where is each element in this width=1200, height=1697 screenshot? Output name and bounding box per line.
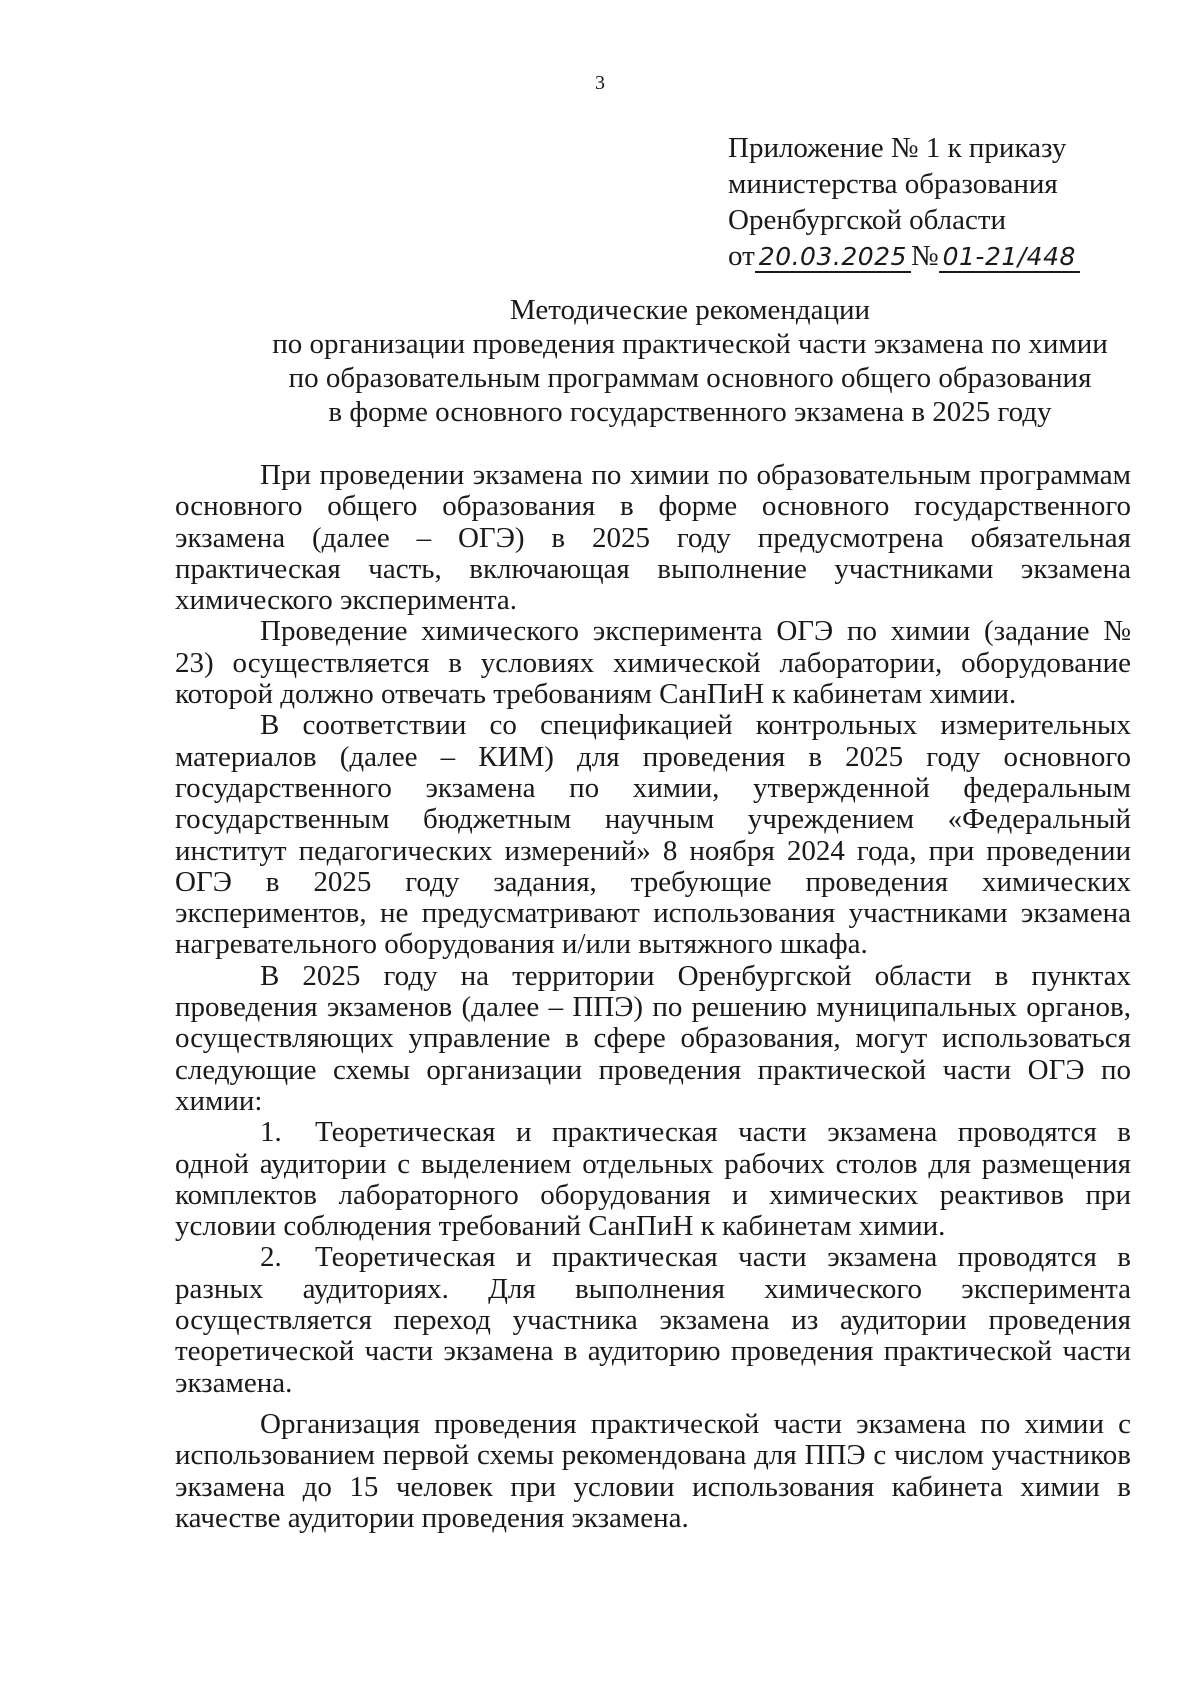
list-item-number: 2. (260, 1241, 282, 1274)
list-item-text: Теоретическая и практическая части экзамена проводятся в одной аудитории с выделением отдельных рабочих столов для размещения комплектов лабораторного оборудования и химических реактивов при условии соблюдения требований СанПиН к кабинетам химии. (175, 1116, 1131, 1243)
appendix-date-number-line (728, 238, 1080, 275)
paragraph-final: Организация проведения практической части экзамена по химии с использованием первой схемы рекомендована для ППЭ с числом участников экзамена до 15 человек при условии использования кабинета химии в качестве аудитории проведения экзамена. (175, 1407, 1131, 1534)
document-body (175, 460, 1131, 1534)
paragraph-2: Проведение химического эксперимента ОГЭ по химии (задание № 23) осуществляется в условиях химической лаборатории, оборудование которой должно отвечать требованиям СанПиН к кабинетам химии. (175, 615, 1131, 711)
paragraph-1: При проведении экзамена по химии по образовательным программам основного общего образования в форме основного государственного экзамена (далее – ОГЭ) в 2025 году предусмотрена обязательная практическая часть, включающая выполнение участниками экзамена химического эксперимента. (175, 459, 1131, 617)
list-item-1 (175, 1117, 1131, 1242)
title-line-3: по образовательным программам основного общего образования (288, 362, 1092, 394)
page-number: 3 (595, 72, 605, 94)
order-date: 20.03.2025 (755, 242, 911, 273)
number-label: № (910, 240, 939, 272)
appendix-line-3: Оренбургской области (728, 204, 1007, 236)
title-line-1: Методические рекомендации (509, 294, 871, 326)
document-title (0, 293, 1200, 429)
appendix-line-2: министерства образования (728, 168, 1058, 200)
from-label: от (728, 240, 755, 272)
list-item-2 (175, 1242, 1131, 1398)
paragraph-4: В 2025 году на территории Оренбургской области в пунктах проведения экзаменов (далее – ППЭ) по решению муниципальных органов, осуществляющих управление в сфере образования, могут использоваться следующие схемы организации проведения практической части ОГЭ по химии: (175, 959, 1131, 1117)
appendix-line-1: Приложение № 1 к приказу (728, 132, 1067, 164)
appendix-header (728, 130, 1080, 275)
list-item-text: Теоретическая и практическая части экзамена проводятся в разных аудиториях. Для выполнения химического эксперимента осуществляется переход участника экзамена из аудитории проведения теоретической части экзамена в аудиторию проведения практической части экзамена. (175, 1241, 1131, 1399)
paragraph-3: В соответствии со спецификацией контрольных измерительных материалов (далее – КИМ) для проведения в 2025 году основного государственного экзамена по химии, утвержденной федеральным государственным бюджетным научным учреждением «Федеральный институт педагогических измерений» 8 ноября 2024 года, при проведении ОГЭ в 2025 году задания, требующие проведения химических экспериментов, не предусматривают использования участниками экзамена нагревательного оборудования и/или вытяжного шкафа. (175, 709, 1131, 961)
order-number: 01-21/448 (939, 242, 1080, 273)
list-item-number: 1. (260, 1116, 282, 1149)
title-line-2: по организации проведения практической части экзамена по химии (272, 328, 1108, 360)
title-line-4: в форме основного государственного экзамена в 2025 году (328, 396, 1052, 428)
